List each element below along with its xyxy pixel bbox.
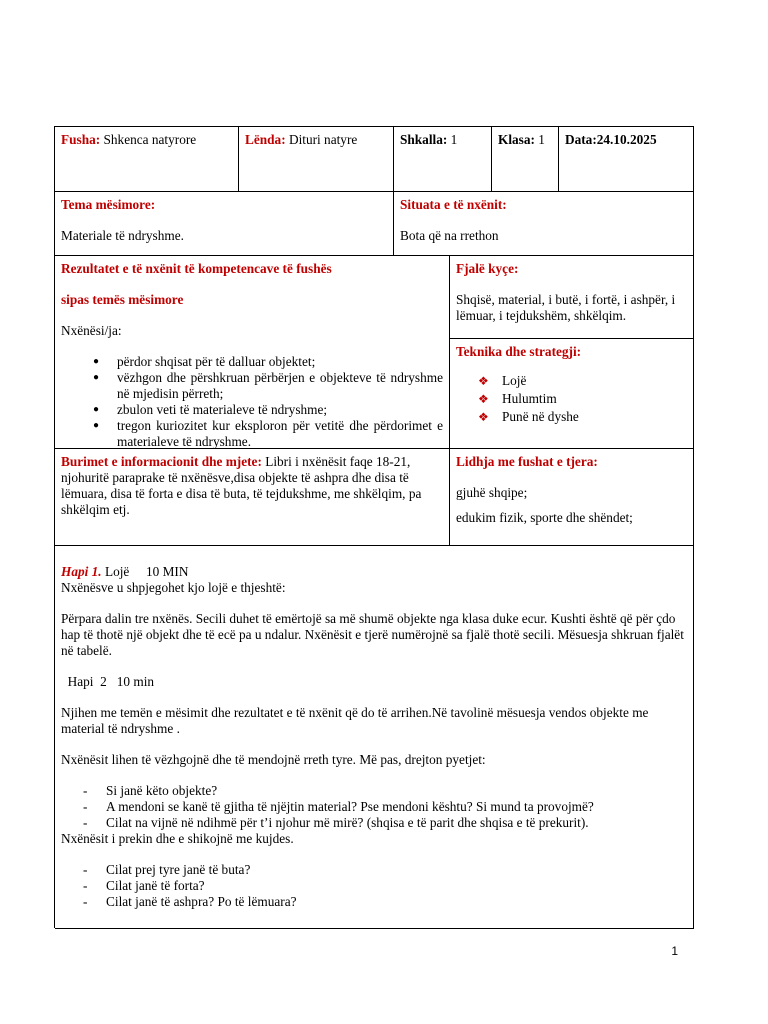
lidhja-cell [450,449,694,546]
burimet-label: Burimet e informacionit dhe mjete: [61,454,262,469]
tema-label: Tema mësimore: [61,197,156,212]
hapi1-intro: Nxënësve u shpjegohet kjo lojë e thjeshtë: [61,580,286,595]
fjale-kyce-label: Fjalë kyçe: [456,261,519,276]
lesson-plan-table [54,126,694,928]
list-item: ● zbulon veti të materialeve të ndryshme; [61,402,443,418]
fusha-value: Shkenca natyrore [103,132,197,147]
data-label: Data:24.10.2025 [565,132,657,147]
questions-list [61,783,687,831]
tema-cell [55,192,394,256]
teknika-cell [450,339,694,449]
hapi1-label: Hapi 1. [61,564,102,579]
shkalla-label: Shkalla: [400,132,448,147]
list-item: - Cilat janë të ashpra? Po të lëmuara? [61,894,687,910]
list-item: ● përdor shqisat për të dalluar objektet; [61,354,443,370]
list-item: - Si janë këto objekte? [61,783,687,799]
list-item: ● tregon kuriozitet kur eksploron për vetitë dhe përdorimet e materialeve të ndryshme. [61,418,443,450]
list-item: ❖ Lojë [456,372,687,390]
hapi1-title: Lojë 10 MIN [101,564,189,579]
fjale-kyce-cell [450,256,694,339]
fusha-cell [55,127,239,192]
burimet-value: Libri i nxënësit faqe 18-21, njohuritë paraprake të nxënësve,disa objekte të ashpra dhe disa të lëmuara, disa të forta e disa të buta, të tejdukshme, me shkëlqim, pa shkëlqim etj. [61,454,422,517]
list-item: ● vëzhgon dhe përshkruan përbërjen e objekteve të ndryshme në mjedisin përreth; [61,370,443,402]
situata-label: Situata e të nxënit: [400,197,507,212]
hapi1-paragraph: Përpara dalin tre nxënës. Secili duhet të emërtojë sa më shumë objekte nga klasa duke ecur. Kushti është që për çdo hap të thotë një objekt dhe të ecë pa u ndalur. Nxënësit e tjerë numërojnë sa fjalë thotë secili. Mësuesja shkruan fjalët në tabelë. [61,611,684,658]
fjale-kyce-value: Shqisë, material, i butë, i fortë, i ashpër, i lëmuar, i tejdukshëm, shkëlqim. [456,292,676,323]
questions-list [61,862,687,910]
klasa-value: 1 [538,132,545,147]
teknika-list [456,372,687,426]
rezultatet-intro: Nxënësi/ja: [61,323,122,338]
list-item: - A mendoni se kanë të gjitha të njëjtin material? Pse mendoni kështu? Si mund ta provojmë? [61,799,687,815]
klasa-label: Klasa: [498,132,535,147]
hapi2-paragraph: Njihen me temën e mësimit dhe rezultatet e të nxënit që do të arrihen.Në tavolinë mësuesja vendos objekte me material të ndryshme . [61,705,649,736]
shkalla-value: 1 [450,132,458,147]
rezultatet-list [61,354,443,450]
rezultatet-cell [55,256,450,449]
fusha-label: Fusha: [61,132,101,147]
shkalla-cell [394,127,492,192]
lidhja-item: gjuhë shqipe; [456,485,528,500]
list-item: ❖ Hulumtim [456,390,687,408]
data-cell [559,127,694,192]
hapi1-heading [61,564,687,580]
list-item: ❖ Punë në dyshe [456,408,687,426]
burimet-cell [55,449,450,546]
rezultatet-subtitle: sipas temës mësimore [61,292,184,307]
rezultatet-title: Rezultatet e të nxënit të kompetencave të fushës [61,261,332,276]
hapi2-heading: Hapi 2 10 min [61,674,155,689]
tema-value: Materiale të ndryshme. [61,228,184,243]
page-number: 1 [671,944,678,958]
lenda-cell [239,127,394,192]
hapi2-paragraph: Nxënësit i prekin dhe e shikojnë me kujdes. [61,831,294,846]
burimet-paragraph [61,454,443,518]
teknika-label: Teknika dhe strategji: [456,344,582,359]
lenda-label: Lënda: [245,132,286,147]
situata-cell [394,192,694,256]
list-item: - Cilat na vijnë në ndihmë për t’i njohur më mirë? (shqisa e të parit dhe shqisa e të prekurit). [61,815,687,831]
klasa-cell [492,127,559,192]
list-item: - Cilat janë të forta? [61,878,687,894]
situata-value: Bota që na rrethon [400,228,499,243]
hapi2-paragraph: Nxënësit lihen të vëzhgojnë dhe të mendojnë rreth tyre. Më pas, drejton pyetjet: [61,752,486,767]
lenda-value: Dituri natyre [288,132,358,147]
activity-cell [55,546,694,929]
lidhja-label: Lidhja me fushat e tjera: [456,454,598,469]
lidhja-item: edukim fizik, sporte dhe shëndet; [456,510,633,525]
list-item: - Cilat prej tyre janë të buta? [61,862,687,878]
